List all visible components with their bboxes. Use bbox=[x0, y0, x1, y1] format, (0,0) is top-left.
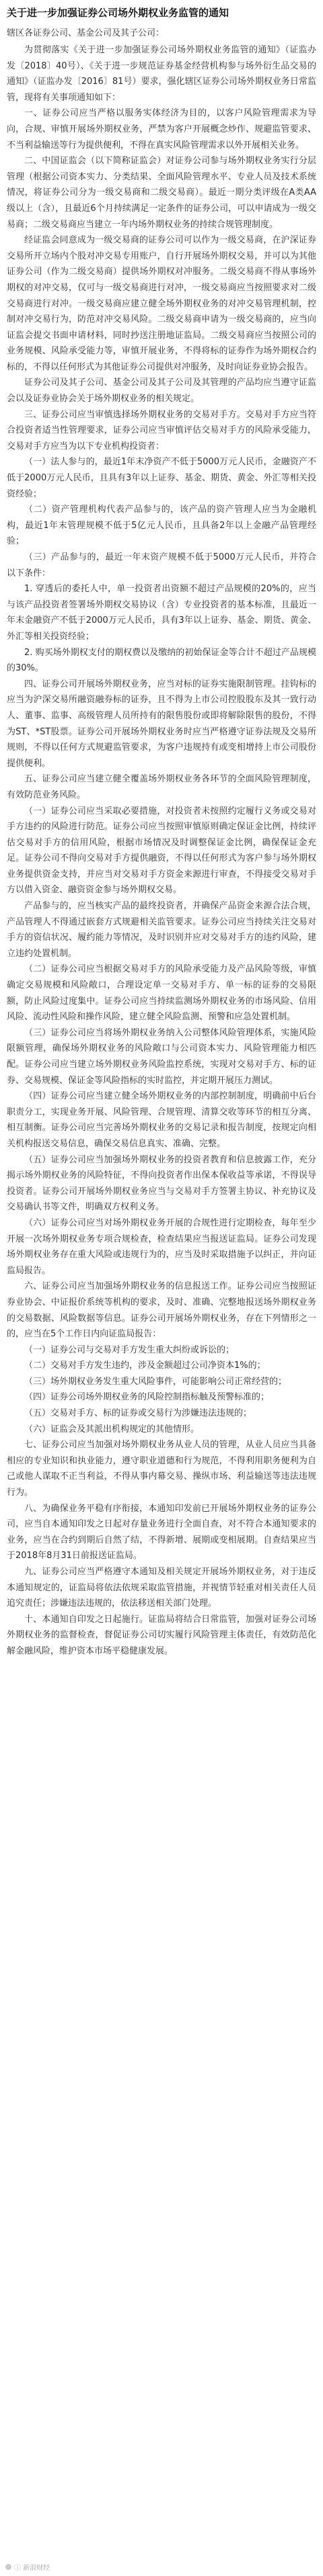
paragraph: （二）资产管理机构代表产品参与的，该产品的资产管理人应当为金融机构，最近1年末管理规模不低于5亿元人民币，且具备2年以上金融产品管理经验； bbox=[7, 505, 316, 547]
paragraph: （二）交易对手方发生违约，涉及金额超过公司净资本1%的； bbox=[24, 1361, 266, 1371]
paragraph: 四、证券公司开展场外期权业务，应当对标的证券实施限制管理。挂钩标的应当为沪深交易所融资融券标的证券，且不得为上市公司控股股东及其一致行动人、董事、监事、高级管理人员所持有的限售股份或即将解除限售的股份，不得为ST、*ST股票。证券公司开展场外期权业务时应当严格遵守证券法规及交易所规则，不得以任何方式规避监管要求，为客户违规持有或变相增持上市公司股份提供便利。 bbox=[7, 679, 316, 769]
paragraph: 九、证券公司应当严格遵守本通知及相关规定开展场外期权业务，对于违反本通知规定的，证监局将依法依规采取监管措施，并视情节轻重对相关责任人员追究责任；涉嫌违法违规的，依法移送相关部门处理。 bbox=[7, 1567, 316, 1609]
paragraph: 经证监会同意成为一级交易商的证券公司可以作为一级交易商，在沪深证券交易所开立场内个股对冲交易专用账户，自行开展场外期权交易，并可以为其他证券公司（作为二级交易商）提供场外期权对冲服务。二级交易商不得从事场外期权的对冲交易，仅可与一级交易商进行对冲，一级交易商应当按照要求对二级交易商进行对冲。一级交易商应建立健全场外期权业务的对冲交易管理机制，控制对冲交易行为，防范对冲交易风险。二级交易商申请为一级交易商的，应当向证监会提交书面申请材料，同时抄送注册地证监局。二级交易商应当按照公司的业务规模、风险承受能力等，审慎开展业务，不得将标的证券作为场外期权合约标的，不得以任何形式为其他证券公司提供对冲服务，及时向证券业协会报告。 bbox=[7, 235, 316, 372]
watermark-icon bbox=[5, 2564, 11, 2570]
paragraph: 十、本通知自印发之日起施行。证监局将结合日常监管，加强对证券公司场外期权业务的监督检查，督促证券公司切实履行风险管理主体责任，有效防范化解金融风险，维护资本市场平稳健康发展。 bbox=[7, 1614, 316, 1656]
paragraph: （一）证券公司与交易对手方发生重大纠纷或诉讼的； bbox=[24, 1344, 235, 1355]
paragraph: （四）证券公司应当建立健全场外期权业务的内部控制制度，明确前中后台职责分工，实现业务开展、风险管理、合规管理、清算交收等环节的相互分离、相互制衡。证券公司应当完善场外期权业务的交易记录和报告制度，按规定向相关机构报送交易信息，确保交易信息真实、准确、完整。 bbox=[7, 1091, 316, 1149]
paragraph: 2. 购买场外期权支付的期权费以及缴纳的初始保证金等合计不超过产品规模的30%。 bbox=[7, 647, 316, 674]
paragraph: 为贯彻落实《关于进一步加强证券公司场外期权业务监管的通知》（证监办发〔2018〕40号）、《关于进一步规范证券基金经营机构参与场外衍生品交易的通知》（证监办发〔2016〕81号）要求，强化辖区证券公司场外期权业务日常监管，现将有关事项通知如下： bbox=[7, 45, 316, 103]
paragraph: （四）证券公司场外期权业务的风险控制指标触及预警标准的； bbox=[24, 1392, 270, 1403]
paragraph: （五）交易对手方、标的证券或交易行为涉嫌违法违规的； bbox=[24, 1408, 252, 1419]
paragraph: （二）证券公司应当根据交易对手方的风险承受能力及产品风险等级，审慎确定交易规模和风险敞口，合理设定单一交易对手方、单一标的证券的交易限额，防止风险过度集中。证券公司应当持续监测场外期权业务的市场风险、信用风险、流动性风险和操作风险，建立健全风险监测、预警和应急处置机制。 bbox=[7, 964, 316, 1023]
paragraph: 八、为确保业务平稳有序衔接，本通知印发前已开展场外期权业务的证券公司，应当自本通知印发之日起对存量业务进行全面自查，对不符合本通知要求的业务，应当在合约到期后自然了结，不得新增、展期或变相展期。自查结果应当于2018年8月31日前报送证监局。 bbox=[7, 1503, 316, 1561]
paragraph: 三、证券公司应当审慎选择场外期权业务的交易对手方。交易对手方应当符合投资者适当性管理要求，证券公司应当审慎评估交易对手方的风险承受能力，交易对手方应当为以下专业机构投资者： bbox=[7, 409, 316, 452]
paragraph: （五）证券公司应当加强场外期权业务的投资者教育和信息披露工作，充分揭示场外期权业务的风险特征，不得向投资者作出保本保收益等承诺，不得误导投资者。证券公司开展场外期权业务应当与交易对手方签署主协议、补充协议及交易确认书等文件，明确双方权利义务。 bbox=[7, 1154, 316, 1213]
paragraph: 二、中国证监会（以下简称证监会）对证券公司参与场外期权业务实行分层管理（根据公司资本实力、分类结果、全面风险管理水平、专业人员及技术系统情况，将证券公司分为一级交易商和二级交易商）。最近一期分类评级在A类AA级以上（含），且最近6个月持续满足一定条件的证券公司，可以申请成为一级交易商；二级交易商应当建立一年内场外期权业务的持续合规管理制度。 bbox=[7, 156, 316, 230]
paragraph: （六）证监会及其派出机构规定的其他情形。 bbox=[24, 1424, 200, 1434]
paragraph: 一、证券公司应当严格以服务实体经济为目的，以客户风险管理需求为导向，合规、审慎开展场外期权业务，严禁为客户开展概念炒作、规避监管要求、不当利益输送等行为提供便利，不得在真实风险管理需求以外开展相关业务。 bbox=[7, 108, 316, 151]
paragraph: （三）产品参与的，最近一年末资产规模不低于5000万元人民币，并符合以下条件： bbox=[7, 552, 316, 578]
paragraph: （一）法人参与的，最近1年末净资产不低于5000万元人民币，金融资产不低于2000万元人民币，且具有3年以上证券、基金、期货、黄金、外汇等相关投资经验； bbox=[7, 457, 316, 499]
paragraph: （三）证券公司应当将场外期权业务纳入公司整体风险管理体系，实施风险限额管理，确保场外期权业务的风险敞口与公司资本实力、风险管理能力相匹配。证券公司应当建立场外期权业务风险监控系统，实现对交易对手方、标的证券、交易规模、保证金等风险指标的实时监控，并定期开展压力测试。 bbox=[7, 1027, 316, 1086]
paragraph: 产品参与的，应当核实产品的最终投资者，并确保产品资金来源合法合规，产品管理人不得通过嵌套方式规避相关监管要求。证券公司应当持续关注交易对手方的资信状况、履约能力等情况，及时识别并应对交易对手方的违约风险，建立违约处置机制。 bbox=[7, 901, 316, 959]
watermark-text: ⓘ 新浪财经 bbox=[14, 2565, 50, 2572]
document-title: 关于进一步加强证券公司场外期权业务监管的通知 bbox=[7, 7, 229, 19]
paragraph: 证券公司及其子公司、基金公司及其子公司及其管理的产品均应当遵守证监会以及证券业协会关于场外期权业务的相关规定。 bbox=[7, 378, 316, 404]
paragraph: 五、证券公司应当建立健全覆盖场外期权业务各环节的全面风险管理制度，有效防范业务风险。 bbox=[7, 774, 316, 800]
paragraph: 六、证券公司应当加强场外期权业务的信息报送工作。证券公司应当按照证券业协会、中证报价系统等机构的要求，及时、准确、完整地报送场外期权业务的交易数据、风险数据等信息。证券公司开展场外期权业务，存在下列情形之一的，应当在5个工作日内向证监局报告： bbox=[7, 1281, 316, 1340]
document-body bbox=[7, 42, 316, 1660]
paragraph: 七、证券公司应当加强对场外期权业务从业人员的管理，从业人员应当具备相应的专业知识和执业能力，遵守职业道德和行为规范，不得利用职务便利为自己或他人谋取不正当利益，不得从事内幕交易、操纵市场、利益输送等违法违规行为。 bbox=[7, 1440, 316, 1498]
watermark bbox=[5, 2562, 50, 2572]
paragraph: （三）场外期权业务发生重大风险事件，可能影响公司正常经营的； bbox=[24, 1376, 287, 1387]
paragraph: 1. 穿透后的委托人中，单一投资者出资额不超过产品规模的20%的，应当与该产品投资者签署场外期权交易协议（含）专业投资者的基本标准，且最近一年末金融资产不低于2000万元人民币，具有3年以上证券、基金、期货、黄金、外汇等相关投资经验； bbox=[7, 584, 316, 642]
salutation: 辖区各证券公司、基金公司及其子公司： bbox=[7, 28, 165, 38]
paragraph: （一）证券公司应当采取必要措施，对投资者未按照约定履行义务或交易对手方违约的风险进行防范。证券公司应当按照审慎原则确定保证金比例，持续评估交易对手方的信用风险，根据市场情况及时调整保证金比例，确保保证金充足。证券公司不得向交易对手方提供融资，不得以任何形式为客户参与场外期权业务提供资金支持，并应当对交易对手方资金来源进行审查，不得接受交易对手方以借入资金、融资资金参与场外期权交易。 bbox=[7, 806, 316, 896]
paragraph: （六）证券公司应当对场外期权业务开展的合规性进行定期检查，每年至少开展一次场外期权业务专项合规检查，检查结果应当报送证监局。证券公司发现场外期权业务存在重大风险或违规行为的，应当及时采取措施予以纠正，并向证监局报告。 bbox=[7, 1217, 316, 1276]
